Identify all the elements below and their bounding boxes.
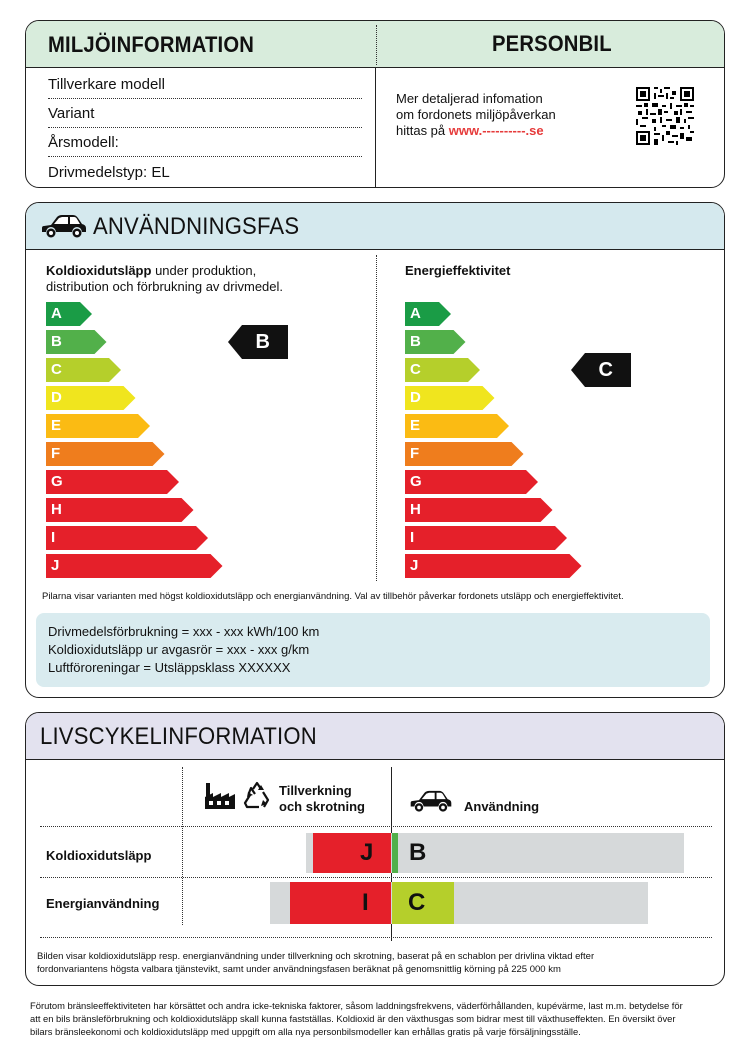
environment-info-card — [25, 20, 725, 188]
usage-car-icon — [408, 789, 454, 813]
lifecycle-header-separator — [26, 759, 725, 760]
co2-scale-bar-a — [46, 302, 92, 326]
vehicle-type: PERSONBIL — [492, 31, 612, 56]
header-vertical-divider — [375, 67, 376, 188]
co2-scale-bar-g — [46, 470, 179, 494]
more-info-line2: om fordonets miljöpåverkan — [396, 107, 556, 122]
energy-scale-letter: J — [410, 557, 419, 574]
lifecycle-row-divider-mid — [40, 877, 712, 878]
energy-scale-bar-h — [405, 498, 553, 522]
co2-manufacture-rating: J — [360, 839, 374, 866]
energy-scale-bar-i — [405, 526, 567, 550]
energy-scale-letter: F — [410, 445, 420, 462]
more-info-line3 — [396, 123, 556, 139]
energy-scale-bar-d — [405, 386, 495, 410]
lifecycle-row-divider-top — [40, 826, 712, 827]
energy-manufacture-bar — [290, 882, 391, 924]
field-underline — [48, 98, 362, 99]
co2-scale-letter: G — [51, 473, 63, 490]
co2-scale-letter: B — [51, 333, 62, 350]
usage-phase-card — [25, 202, 725, 698]
more-info-line1: Mer detaljerad infomation — [396, 91, 543, 106]
info-url-link[interactable]: www.----------.se — [448, 123, 544, 138]
co2-scale-letter: A — [51, 305, 62, 322]
co2-heading-line1 — [46, 263, 283, 279]
manufacture-label-line2: och skrotning — [279, 799, 365, 814]
footer-line3: bilars bränsleekonomi och koldioxidutsläpp med uppgift om alla nya personbilsmodeller kan erhållas gratis på varje försäljningsställe. — [30, 1026, 581, 1037]
co2-scale-bar-i — [46, 526, 208, 550]
co2-scale-bar-e — [46, 414, 150, 438]
energy-rating-marker — [571, 353, 631, 387]
co2-heading — [46, 263, 283, 295]
energy-scale-bar-g — [405, 470, 538, 494]
co2-scale-letter: I — [51, 529, 56, 546]
co2-rating-marker — [228, 325, 288, 359]
lifecycle-card — [25, 712, 725, 986]
tailpipe-co2: Koldioxidutsläpp ur avgasrör = xxx - xxx g/km — [48, 642, 310, 657]
energy-manufacture-rating: I — [362, 889, 369, 916]
qr-code-icon — [636, 87, 694, 145]
co2-scale-bar-h — [46, 498, 194, 522]
footer-line1: Förutom bränsleeffektiviteten har körsättet och andra icke-tekniska faktorer, såsom laddningsfrekvens, väderförhållanden, kupévärme, last m.m. betydelse för — [30, 1000, 683, 1011]
usage-columns-divider — [376, 255, 377, 581]
energy-heading: Energieffektivitet — [405, 263, 511, 278]
lifecycle-note-line1: Bilden visar koldioxidutsläpp resp. energianvändning under tillverkning och skrotning, baserat på en schablon per drivlina viktad efter — [37, 951, 595, 962]
usage-header-separator — [26, 249, 725, 250]
co2-usage-bar — [392, 833, 398, 873]
more-info-text — [396, 91, 556, 139]
energy-scale-bar-a — [405, 302, 451, 326]
usage-title: ANVÄNDNINGSFAS — [93, 213, 300, 240]
co2-scale-letter: D — [51, 389, 62, 406]
co2-scale-letter: H — [51, 501, 62, 518]
recycle-icon — [242, 781, 272, 811]
row-label-co2: Koldioxidutsläpp — [46, 848, 152, 863]
fuel-consumption: Drivmedelsförbrukning = xxx - xxx kWh/100 km — [48, 624, 320, 639]
air-pollutants: Luftföroreningar = Utsläppsklass XXXXXX — [48, 660, 291, 675]
field-underline — [48, 156, 362, 157]
energy-usage-rating: C — [408, 889, 426, 916]
co2-scale-bar-d — [46, 386, 136, 410]
co2-scale-letter: C — [51, 361, 62, 378]
energy-scale-letter: E — [410, 417, 421, 434]
co2-scale-letter: F — [51, 445, 61, 462]
manufacture-label-line1: Tillverkning — [279, 783, 352, 798]
manufacture-label — [279, 783, 365, 815]
footer-line2: att en bils bränsleförbrukning och koldioxidutsläpp skall kunna fastställas. Koldioxid är den växthusgas som bidrar mest till växthuseffekten. En översikt över — [30, 1013, 676, 1024]
usage-phase-label: Användning — [464, 799, 540, 814]
co2-heading-bold: Koldioxidutsläpp — [46, 263, 152, 278]
co2-usage-rating: B — [409, 839, 427, 866]
usage-note: Pilarna visar varianten med högst koldioxidutsläpp och energianvändning. Val av tillbehör påverkar fordonets utsläpp och energieffektivitet. — [42, 591, 624, 602]
co2-scale-letter: E — [51, 417, 62, 434]
co2-heading-rest1: under produktion, — [151, 263, 257, 278]
lifecycle-note — [37, 950, 594, 976]
energy-scale-bar-f — [405, 442, 524, 466]
energy-scale-letter: H — [410, 501, 421, 518]
field-model-year: Årsmodell: — [48, 134, 119, 151]
energy-scale-bar-c — [405, 358, 480, 382]
co2-scale-letter: J — [51, 557, 60, 574]
energy-scale-letter: G — [410, 473, 422, 490]
co2-scale-bar-b — [46, 330, 107, 354]
field-manufacturer-model: Tillverkare modell — [48, 76, 165, 93]
energy-scale-letter: I — [410, 529, 415, 546]
lifecycle-row-divider-bottom — [40, 937, 712, 938]
energy-scale-letter: A — [410, 305, 421, 322]
car-icon — [40, 213, 88, 239]
lifecycle-title: LIVSCYKELINFORMATION — [40, 723, 317, 750]
energy-scale-letter: B — [410, 333, 421, 350]
energy-scale-bar-b — [405, 330, 466, 354]
energy-scale-letter: D — [410, 389, 421, 406]
field-variant: Variant — [48, 105, 95, 122]
field-fuel-type: Drivmedelstyp: EL — [48, 164, 170, 181]
energy-scale-bar-e — [405, 414, 509, 438]
row-label-energy: Energianvändning — [46, 896, 160, 911]
co2-scale-bar-c — [46, 358, 121, 382]
lifecycle-label-divider — [182, 767, 183, 925]
energy-rating-letter: C — [598, 359, 613, 381]
more-info-prefix: hittas på — [396, 123, 449, 138]
energy-scale-letter: C — [410, 361, 421, 378]
co2-rating-letter: B — [255, 331, 270, 353]
co2-manufacture-bar — [313, 833, 391, 873]
page-title: MILJÖINFORMATION — [48, 32, 255, 57]
factory-icon — [204, 781, 236, 811]
lifecycle-note-line2: fordonvariantens högsta valbara tjänstevikt, samt under användningsfasen beräknat på genomsnittlig körning på 225 000 km — [37, 964, 561, 975]
co2-scale-bar-f — [46, 442, 165, 466]
co2-heading-line2: distribution och förbrukning av drivmedel. — [46, 279, 284, 294]
field-underline — [48, 127, 362, 128]
consumption-box — [36, 613, 710, 687]
footer-disclaimer — [30, 999, 683, 1038]
header-divider-top — [376, 25, 377, 65]
energy-scale-bar-j — [405, 554, 582, 578]
co2-scale-bar-j — [46, 554, 223, 578]
